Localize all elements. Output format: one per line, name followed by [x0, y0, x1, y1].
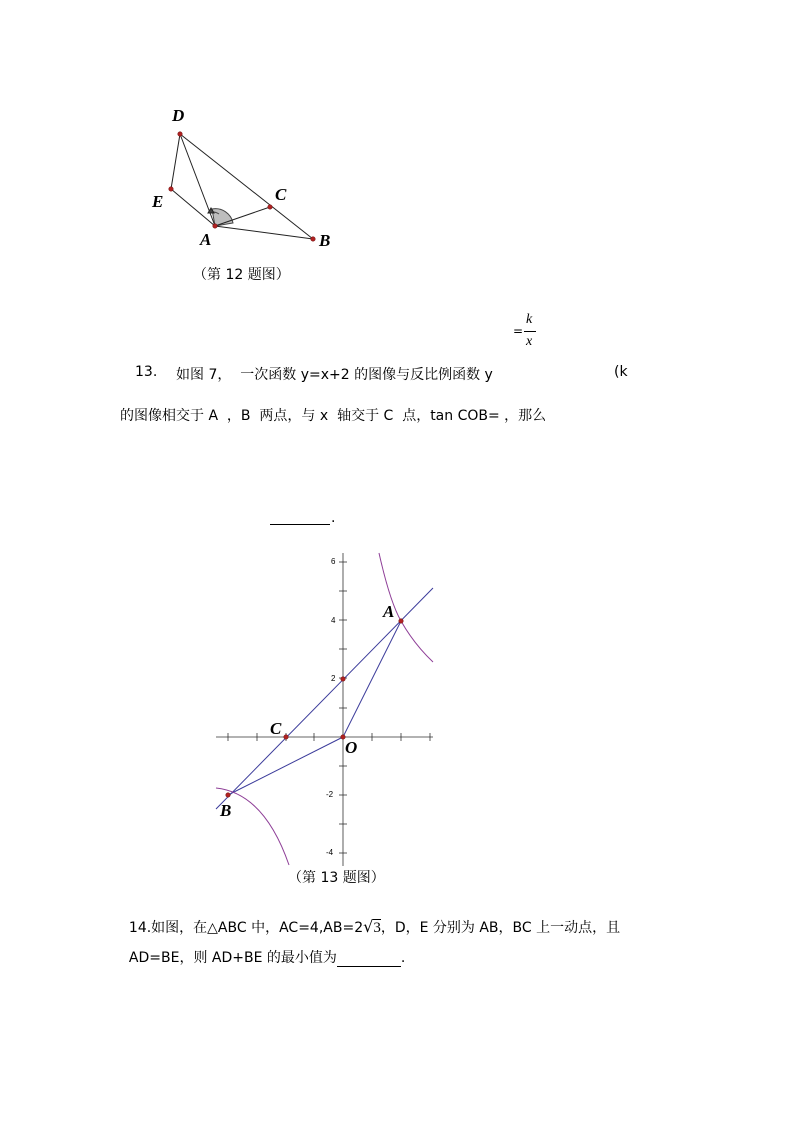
label-B-13: B — [220, 801, 232, 820]
label-E: E — [152, 192, 164, 211]
label-C-13: C — [270, 719, 282, 738]
fraction-denominator: x — [526, 334, 533, 349]
label-O-13: O — [345, 738, 358, 757]
y-tick-neg4: -4 — [326, 848, 334, 857]
question-13-line2: 的图像相交于 A ，B 两点，与 x 轴交于 C 点，tan COB= ，那么 — [120, 408, 547, 424]
y-tick-2: 2 — [331, 674, 336, 683]
y-tick-4: 4 — [331, 616, 336, 625]
answer-blank-14 — [337, 952, 401, 967]
question-13-end: . — [331, 510, 336, 526]
y-tick-neg2: -2 — [326, 790, 334, 799]
segment-OB — [228, 737, 343, 795]
sqrt-sign: √ — [363, 917, 374, 936]
segment-OA — [343, 621, 401, 737]
question-14-line1-b: ，D，E 分别为 AB，BC 上一动点，且 — [380, 920, 621, 936]
point-C-13 — [284, 735, 288, 739]
sqrt-radicand: 3 — [373, 920, 381, 936]
figure-12-caption: （第 12 题图） — [193, 267, 290, 283]
question-13-number: 13. — [135, 364, 158, 380]
question-13-line1: 如图 7， 一次函数 y=x+2 的图像与反比例函数 y — [176, 367, 493, 383]
question-13-line1-tail: (k — [614, 364, 628, 380]
point-y-intercept — [341, 677, 345, 681]
label-D: D — [172, 106, 185, 125]
fraction-numerator: k — [526, 312, 533, 327]
fraction-prefix: = — [513, 324, 524, 338]
hyperbola-branch-lower — [216, 788, 289, 865]
y-tick-6: 6 — [331, 557, 336, 566]
question-14-end: . — [400, 950, 406, 966]
question-14-line2-text: AD=BE，则 AD+BE 的最小值为 — [128, 950, 337, 966]
point-B-13 — [226, 793, 230, 797]
label-A: A — [200, 230, 212, 249]
question-14-line2 — [120, 931, 405, 967]
label-C: C — [275, 185, 287, 204]
point-A-13 — [399, 619, 403, 623]
label-B: B — [319, 231, 331, 250]
question-14-line1-a: 14.如图，在△ABC 中，AC=4,AB=2 — [128, 920, 364, 936]
label-A-13: A — [383, 602, 395, 621]
figure-13-caption: （第 13 题图） — [288, 870, 385, 886]
